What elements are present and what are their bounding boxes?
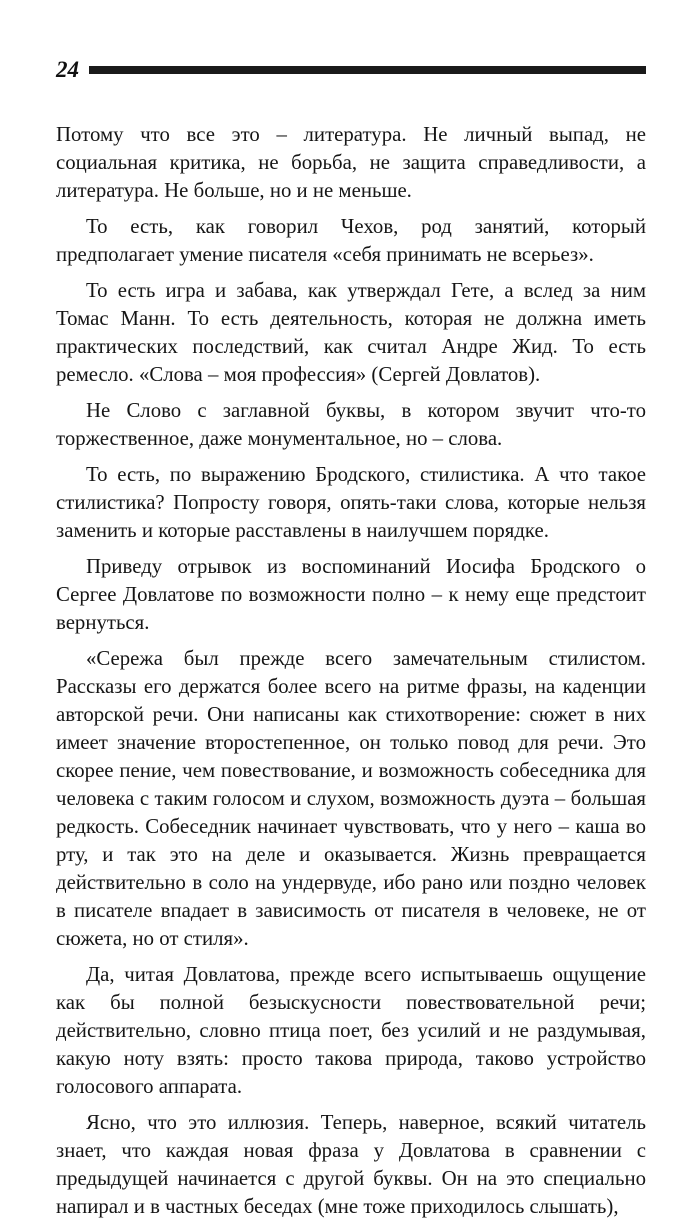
header-rule: [89, 66, 646, 74]
paragraph-7: «Сережа был прежде всего замечательным стилистом. Рассказы его держатся более всего на ритме фразы, на каденции авторской речи. Они написаны как стихотворение: сюжет в них имеет значение второстепенное, он только повод для речи. Это скорее пение, чем повествование, и возможность собеседника для человека с таким голосом и слухом, возможность дуэта – большая редкость. Собеседник начинает чувствовать, что у него – каша во рту, и так это на деле и оказывается. Жизнь превращается действительно в соло на ундервуде, ибо рано или поздно человек в писателе впадает в зависимость от писателя в человеке, не от сюжета, но от стиля».: [56, 647, 646, 950]
body-text: [56, 121, 646, 1221]
paragraph-8: Да, читая Довлатова, прежде всего испытываешь ощущение как бы полной безыскусности повествовательной речи; действительно, словно птица поет, без усилий и не раздумывая, какую ноту взять: просто такова природа, таково устройство голосового аппарата.: [56, 963, 646, 1098]
paragraph-9: Ясно, что это иллюзия. Теперь, наверное, всякий читатель знает, что каждая новая фраза у Довлатова в сравнении с предыдущей начинается с другой буквы. Он на это специально напирал и в частных беседах (мне тоже приходилось слышать),: [56, 1111, 646, 1218]
paragraph-1: Потому что все это – литература. Не личный выпад, не социальная критика, не борьба, не защита справедливости, а литература. Не больше, но и не меньше.: [56, 123, 646, 202]
page-header: [56, 57, 646, 83]
paragraph-5: То есть, по выражению Бродского, стилистика. А что такое стилистика? Попросту говоря, опять-таки слова, которые нельзя заменить и которые расставлены в наилучшем порядке.: [56, 463, 646, 542]
paragraph-4: Не Слово с заглавной буквы, в котором звучит что-то торжественное, даже монументальное, но – слова.: [56, 399, 646, 450]
paragraph-6: Приведу отрывок из воспоминаний Иосифа Бродского о Сергее Довлатове по возможности полно – к нему еще предстоит вернуться.: [56, 555, 646, 634]
paragraph-2: То есть, как говорил Чехов, род занятий, который предполагает умение писателя «себя принимать не всерьез».: [56, 215, 646, 266]
page-number: 24: [56, 57, 79, 82]
paragraph-3: То есть игра и забава, как утверждал Гете, а вслед за ним Томас Манн. То есть деятельность, которая не должна иметь практических последствий, как считал Андре Жид. То есть ремесло. «Слова – моя профессия» (Сергей Довлатов).: [56, 279, 646, 386]
